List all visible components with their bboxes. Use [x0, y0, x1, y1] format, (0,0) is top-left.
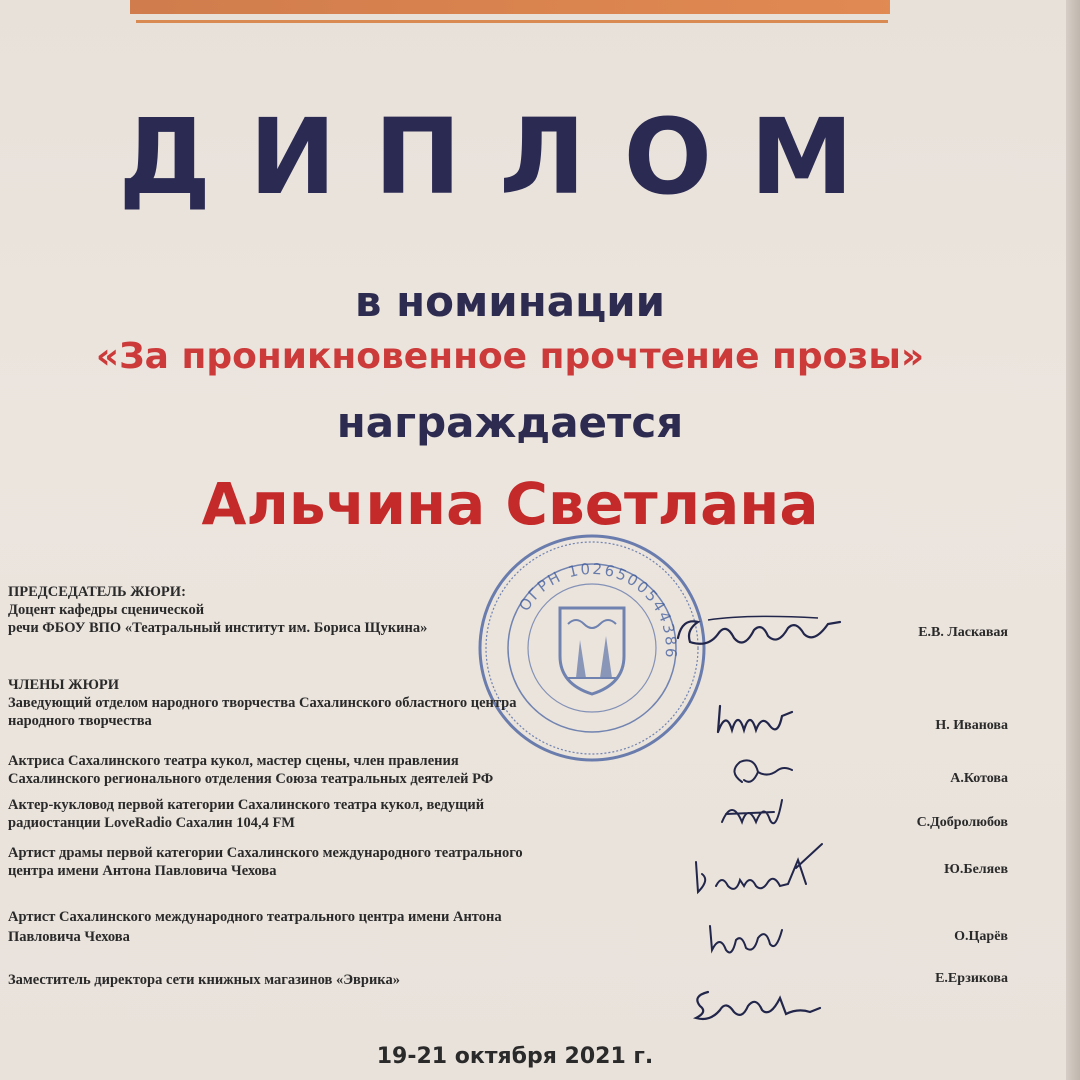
jury-member-name: О.Царёв [954, 929, 1008, 944]
jury-member-role-line1: Актер-кукловод первой категории Сахалинского театра кукол, ведущий [8, 797, 485, 813]
jury-member-name: Н. Иванова [935, 718, 1008, 733]
page-edge [1066, 0, 1080, 1080]
signature-member-1-icon [712, 696, 802, 746]
jury-member-name: С.Добролюбов [916, 815, 1008, 830]
jury-member-name: Е.Ерзикова [935, 971, 1008, 986]
jury-chair-heading: ПРЕДСЕДАТЕЛЬ ЖЮРИ: [8, 584, 186, 600]
header-rule [136, 20, 888, 23]
coat-of-arms-icon [560, 608, 624, 694]
nomination-intro: в номинации [354, 277, 666, 326]
recipient-name: Альчина Светлана [201, 470, 819, 538]
header-stripe [130, 0, 890, 14]
jury-members-heading: ЧЛЕНЫ ЖЮРИ [8, 677, 120, 693]
signature-member-6-icon [686, 978, 826, 1028]
diploma-date: 19-21 октября 2021 г. [376, 1044, 654, 1069]
signature-member-4-icon [688, 840, 828, 900]
jury-member-role-line1: Заведующий отделом народного творчества Сахалинского областного центра [8, 695, 517, 711]
signature-member-2-icon [722, 752, 802, 796]
awarded-text: награждается [336, 398, 684, 447]
signature-member-3-icon [712, 792, 792, 842]
seal-ogrn: ОГРН 1026500544386 [515, 559, 681, 661]
signature-chair-icon [668, 600, 848, 660]
diploma-title: ДИПЛОМ [118, 96, 892, 218]
jury-member-role-line1: Актриса Сахалинского театра кукол, мастер сцены, член правления [8, 753, 459, 769]
jury-member-role-line1: Артист Сахалинского международного театрального центра имени Антона [8, 909, 502, 925]
nomination-name: «За проникновенное прочтение прозы» [95, 336, 925, 377]
jury-member-role-line2: Сахалинского регионального отделения Союза театральных деятелей РФ [8, 771, 494, 787]
jury-member-role-line1: Заместитель директора сети книжных магазинов «Эврика» [8, 972, 400, 988]
jury-member-role-line2: центра имени Антона Павловича Чехова [8, 863, 277, 879]
jury-member-role-line1: Артист драмы первой категории Сахалинского международного театрального [8, 845, 523, 861]
signature-member-5-icon [700, 914, 790, 964]
jury-chair-name: Е.В. Ласкавая [918, 625, 1008, 640]
jury-member-role-line2: радиостанции LoveRadio Сахалин 104,4 FM [8, 815, 295, 831]
jury-member-name: А.Котова [950, 771, 1008, 786]
jury-member-name: Ю.Беляев [944, 862, 1008, 877]
jury-member-role-line2: народного творчества [8, 713, 152, 729]
jury-member-role-line2: Павловича Чехова [8, 929, 130, 945]
jury-chair-role-line2: речи ФБОУ ВПО «Театральный институт им. Бориса Щукина» [8, 620, 428, 636]
jury-chair-role-line1: Доцент кафедры сценической [8, 602, 205, 618]
